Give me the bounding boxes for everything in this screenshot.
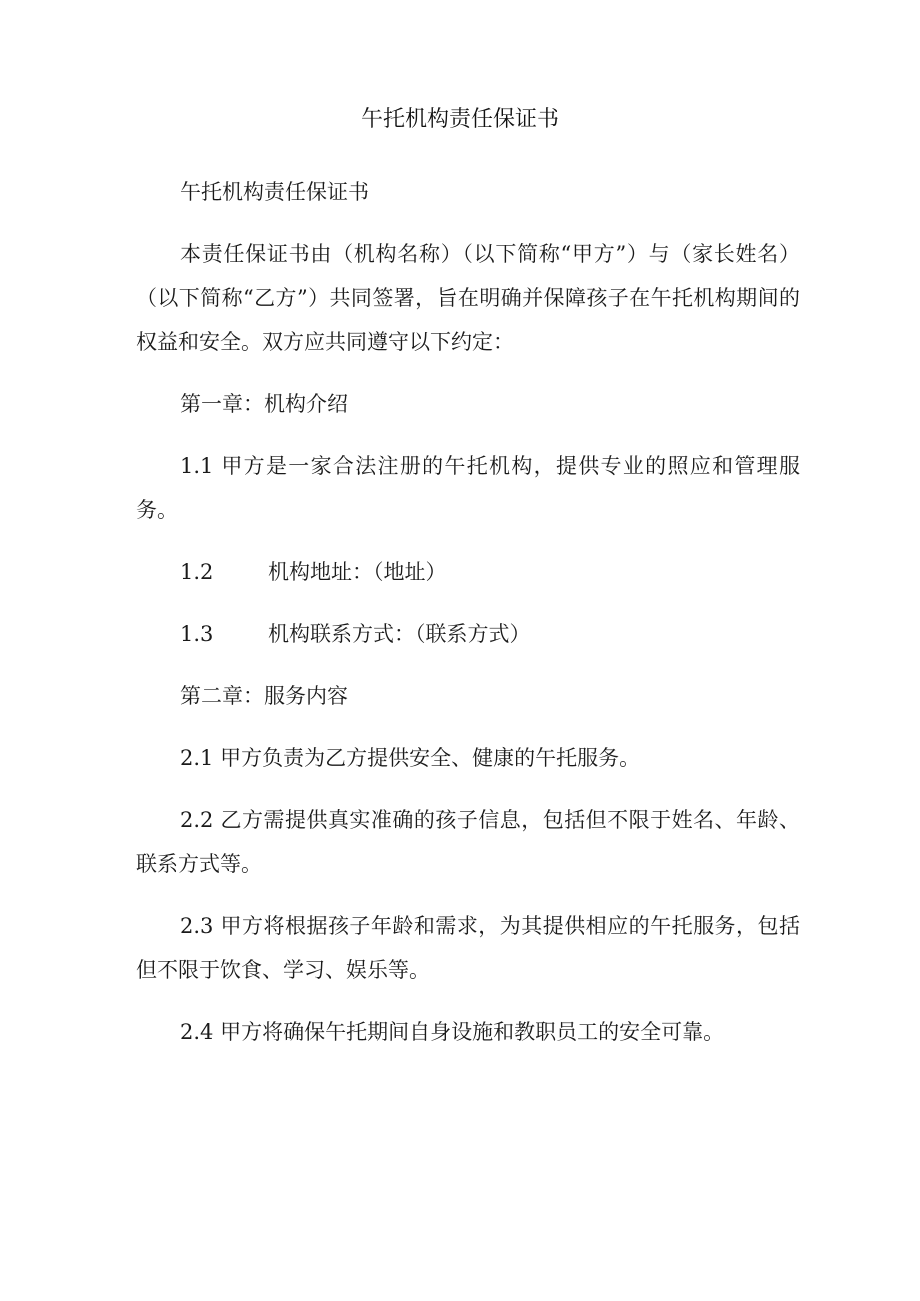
document-body (136, 170, 800, 1072)
clause-1-3 (136, 612, 800, 656)
heading-repeat: 午托机构责任保证书 (180, 180, 369, 204)
intro-paragraph: 本责任保证书由（机构名称）（以下简称“甲方”）与（家长姓名）（以下简称“乙方”）共同签署，旨在明确并保障孩子在午托机构期间的权益和安全。双方应共同遵守以下约定： (136, 242, 800, 354)
clause-text: 机构地址：（地址） (268, 560, 447, 584)
clause-2-4: 2.4 甲方将确保午托期间自身设施和教职员工的安全可靠。 (180, 1020, 725, 1044)
clause-2-2: 2.2 乙方需提供真实准确的孩子信息，包括但不限于姓名、年龄、联系方式等。 (136, 808, 800, 876)
clause-2-3: 2.3 甲方将根据孩子年龄和需求，为其提供相应的午托服务，包括但不限于饮食、学习、娱乐等。 (136, 914, 800, 982)
clause-1-1: 1.1 甲方是一家合法注册的午托机构，提供专业的照应和管理服务。 (136, 454, 800, 522)
clause-1-2 (136, 550, 800, 594)
chapter-1-heading: 第一章：机构介绍 (180, 392, 348, 416)
clause-text: 机构联系方式：（联系方式） (268, 622, 531, 646)
clause-2-1: 2.1 甲方负责为乙方提供安全、健康的午托服务。 (180, 746, 641, 770)
chapter-2-heading: 第二章：服务内容 (180, 684, 348, 708)
clause-number: 1.2 (180, 560, 214, 584)
clause-number: 1.3 (180, 622, 214, 646)
document-title: 午托机构责任保证书 (360, 107, 559, 132)
